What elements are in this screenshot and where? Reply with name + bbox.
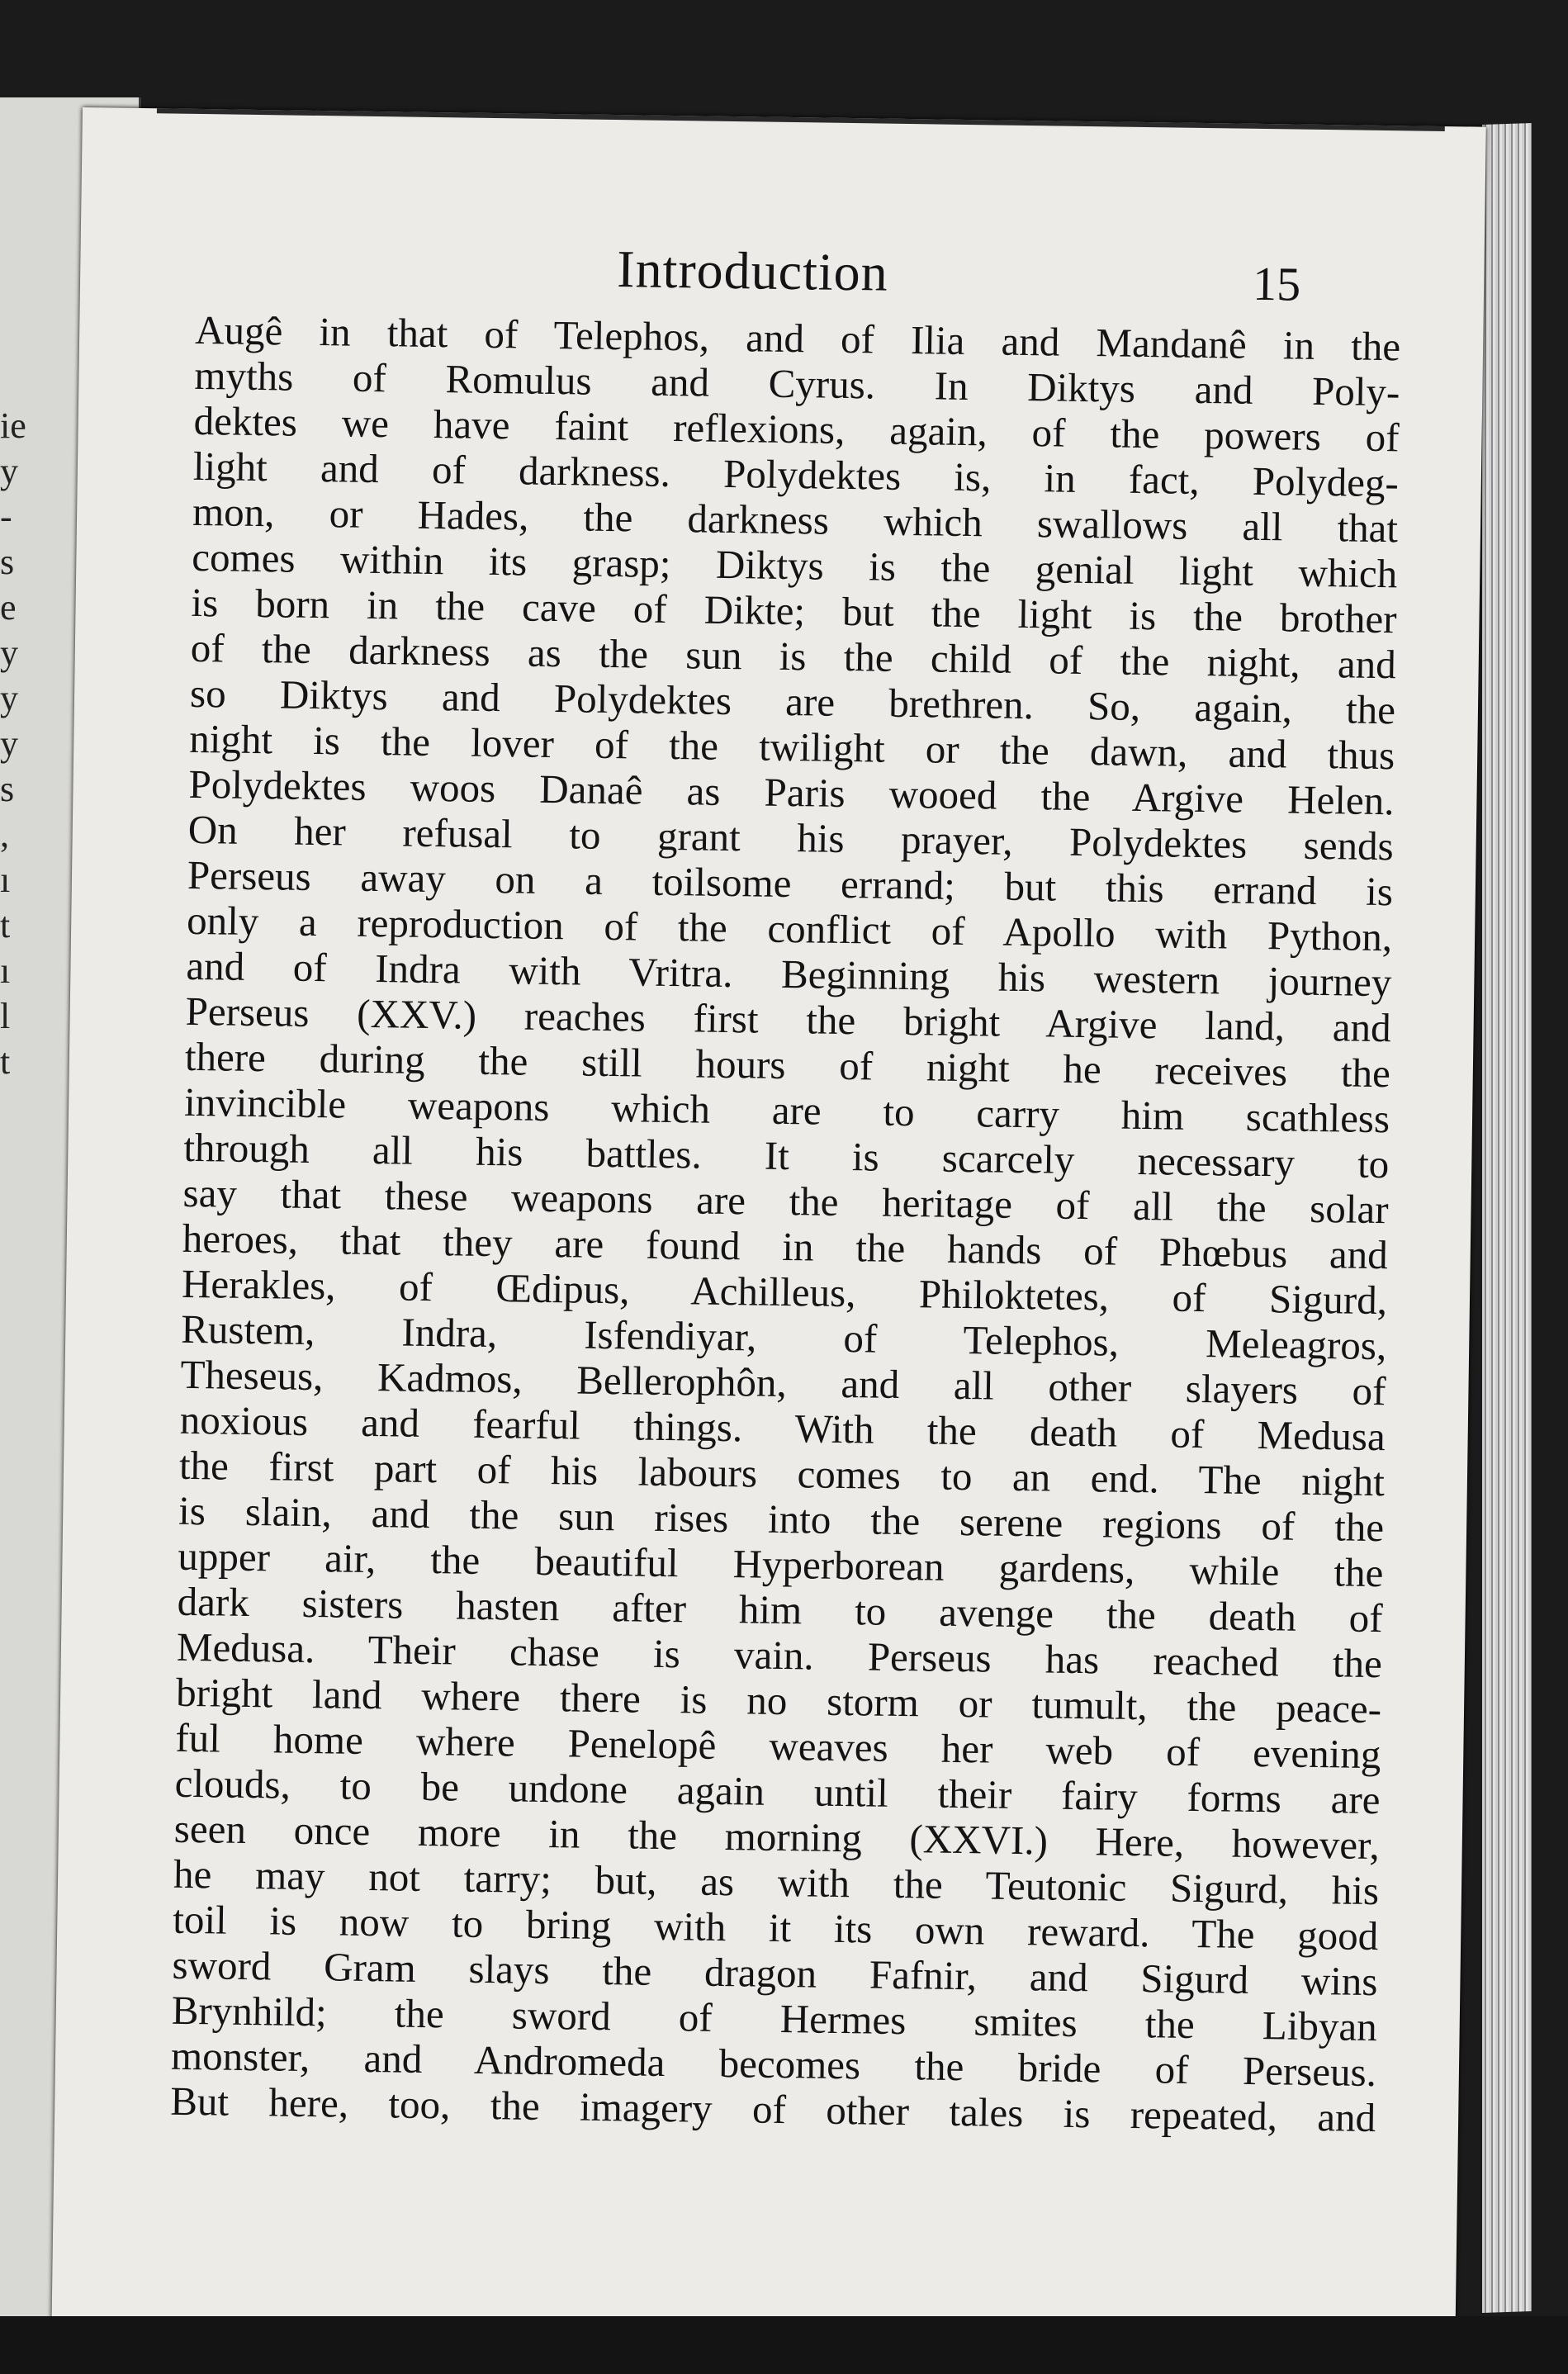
page-edges-stack [1482,123,1532,2313]
text-line: On her refusal to grant his prayer, Polydektes sends [187,806,1395,870]
text-line: say that these weapons are the heritage of all the solar [182,1169,1389,1233]
page-header [80,231,1485,317]
text-line: seen once more in the morning (XXVI.) Here, however, [173,1805,1381,1869]
edge-glyph: y [0,633,18,673]
top-rule [157,108,1445,131]
text-line: upper air, the beautiful Hyperborean gardens, while the [178,1533,1384,1596]
text-line: dektes we have faint reflexions, again, of the powers of [193,397,1400,461]
edge-glyph: y [0,451,18,491]
text-line: is slain, and the sun rises into the serene regions of the [178,1487,1385,1551]
text-line: heroes, that they are found in the hands of Phœbus and [182,1215,1389,1278]
text-line: only a reproduction of the conflict of Apollo with Python, [186,897,1393,960]
edge-glyph: - [0,496,12,537]
text-line: myths of Romulus and Cyrus. In Diktys and Poly- [194,352,1400,415]
edge-glyph: s [0,542,15,582]
edge-glyph: e [0,587,17,628]
text-line: Perseus (XXV.) reaches first the bright Argive land, and [185,988,1391,1051]
book-page [51,107,1485,2348]
edge-glyph: t [0,905,11,945]
text-line: mon, or Hades, the darkness which swallows all that [192,488,1399,552]
edge-glyph: y [0,723,18,764]
text-line: the first part of his labours comes to an end. The night [178,1442,1386,1505]
text-line: and of Indra with Vritra. Beginning his western journey [186,942,1392,1006]
text-line: invincible weapons which are to carry him scathless [183,1078,1390,1142]
edge-glyph: ie [0,405,26,446]
text-line: Perseus away on a toilsome errand; but this errand is [187,851,1394,915]
edge-glyph: , [0,814,9,855]
text-line: noxious and fearful things. With the death of Medusa [179,1396,1386,1460]
edge-glyph: ı [0,950,11,991]
text-line: there during the still hours of night he receives the [184,1033,1391,1097]
text-line: Augê in that of Telephos, and of Ilia and Mandanê in the [194,306,1401,370]
edge-glyph: s [0,769,15,809]
running-title: Introduction [616,239,889,302]
text-line: But here, too, the imagery of other tales is repeated, and [169,2078,1376,2141]
text-line: bright land where there is no storm or tumult, the peace- [175,1669,1382,1732]
text-line: Theseus, Kadmos, Bellerophôn, and all other slayers of [180,1351,1386,1414]
edge-glyph: l [0,996,11,1036]
text-line: sword Gram slays the dragon Fafnir, and Sigurd wins [172,1941,1378,2005]
text-line: monster, and Andromeda becomes the bride of Perseus. [170,2032,1377,2096]
edge-glyph: t [0,1041,11,1082]
left-page-edge-text [0,403,26,1084]
text-line: Medusa. Their chase is vain. Perseus has reached the [176,1623,1383,1687]
text-line: Rustem, Indra, Isfendiyar, of Telephos, Meleagros, [180,1305,1387,1369]
text-line: dark sisters hasten after him to avenge the death of [177,1578,1383,1642]
page-number: 15 [1252,256,1301,311]
text-line: toil is now to bring with it its own reward. The good [172,1896,1379,1959]
text-line: comes within its grasp; Diktys is the genial light which [192,533,1398,597]
text-line: Herakles, of Œdipus, Achilleus, Philoktetes, of Sigurd, [181,1260,1388,1324]
scan-bottom-shadow [0,2316,1568,2374]
text-line: of the darkness as the sun is the child of the night, and [190,624,1397,688]
text-line: night is the lover of the twilight or the dawn, and thus [188,715,1395,779]
text-line: is born in the cave of Dikte; but the light is the brother [191,579,1397,642]
text-line: he may not tarry; but, as with the Teutonic Sigurd, his [173,1850,1380,1914]
edge-glyph: y [0,678,18,718]
text-line: clouds, to be undone again until their fairy forms are [174,1760,1381,1823]
text-line: through all his battles. It is scarcely necessary to [183,1124,1390,1187]
text-line: light and of darkness. Polydektes is, in fact, Polydeg- [192,443,1400,506]
text-line: Polydektes woos Danaê as Paris wooed the Argive Helen. [188,761,1395,824]
text-line: Brynhild; the sword of Hermes smites the Libyan [171,1987,1378,2050]
text-line: so Diktys and Polydektes are brethren. So, again, the [189,670,1396,733]
body-text [170,307,1401,2140]
edge-glyph: ı [0,860,11,900]
text-line: ful home where Penelopê weaves her web of evening [175,1714,1381,1778]
